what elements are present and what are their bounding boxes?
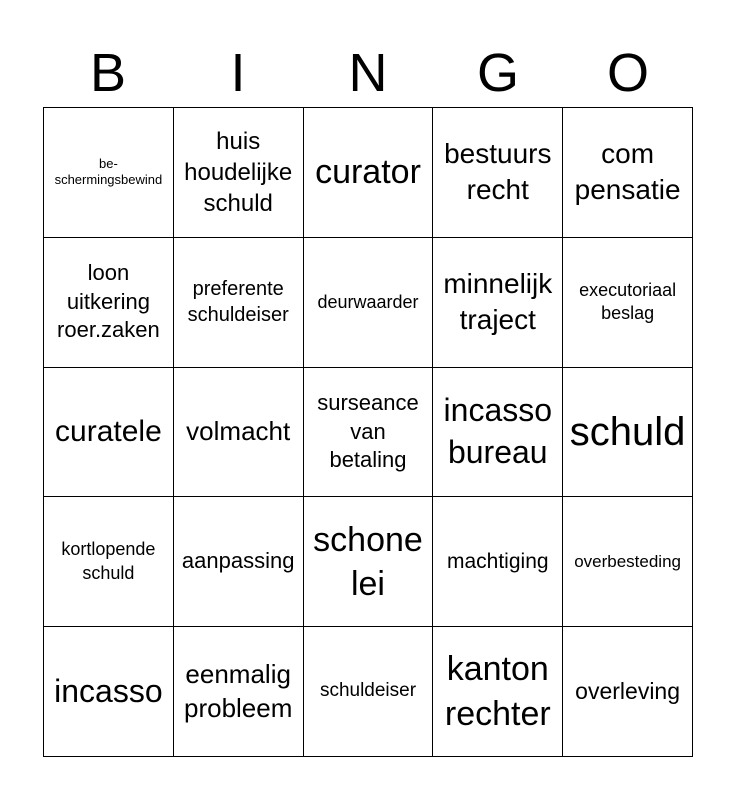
cell-text: machtiging bbox=[447, 550, 549, 574]
bingo-cell[interactable] bbox=[563, 627, 693, 757]
cell-text: kortlopende schuld bbox=[61, 539, 156, 583]
cell-text: com pensatie bbox=[574, 138, 681, 206]
cell-text: loon uitkering roer.zaken bbox=[57, 260, 160, 343]
header-letter-i: I bbox=[230, 43, 246, 103]
cell-text: volmacht bbox=[186, 416, 291, 447]
cell-text: curatele bbox=[55, 415, 162, 449]
cell-text: overleving bbox=[575, 677, 681, 704]
bingo-cell[interactable] bbox=[174, 497, 304, 627]
cell-text: be- schermingsbewind bbox=[54, 155, 163, 188]
header-letter-o: O bbox=[606, 43, 649, 103]
cell-text: huis houdelijke schuld bbox=[184, 127, 293, 217]
cell-text: deurwaarder bbox=[317, 291, 419, 312]
cell-text: minnelijk traject bbox=[443, 267, 553, 336]
bingo-cell[interactable] bbox=[304, 627, 434, 757]
bingo-cell[interactable] bbox=[304, 368, 434, 498]
bingo-cell[interactable] bbox=[563, 368, 693, 498]
bingo-cell[interactable] bbox=[304, 108, 434, 238]
bingo-cell[interactable] bbox=[433, 627, 563, 757]
bingo-cell[interactable] bbox=[174, 627, 304, 757]
header-letter-n: N bbox=[348, 43, 388, 103]
bingo-cell[interactable] bbox=[174, 368, 304, 498]
bingo-cell[interactable] bbox=[174, 108, 304, 238]
bingo-cell[interactable] bbox=[433, 108, 563, 238]
cell-text: curator bbox=[315, 153, 421, 192]
header-letter-b: B bbox=[89, 43, 127, 103]
bingo-cell[interactable] bbox=[304, 497, 434, 627]
cell-text: surseance van betaling bbox=[317, 390, 419, 473]
cell-text: aanpassing bbox=[181, 548, 295, 574]
cell-text: schuldeiser bbox=[319, 680, 417, 702]
bingo-cell[interactable] bbox=[44, 497, 174, 627]
bingo-cell[interactable] bbox=[44, 238, 174, 368]
header-letter-g: G bbox=[476, 43, 519, 103]
cell-text: overbesteding bbox=[574, 551, 681, 571]
bingo-cell[interactable] bbox=[44, 368, 174, 498]
cell-text: incasso bureau bbox=[443, 392, 553, 470]
cell-text: bestuurs recht bbox=[444, 138, 552, 206]
bingo-cell[interactable] bbox=[304, 238, 434, 368]
cell-text: eenmalig probleem bbox=[183, 658, 293, 723]
cell-text: executoriaal beslag bbox=[579, 279, 677, 324]
bingo-cell[interactable] bbox=[433, 368, 563, 498]
cell-text: schuld bbox=[569, 409, 686, 454]
bingo-cell[interactable] bbox=[563, 238, 693, 368]
bingo-cell[interactable] bbox=[174, 238, 304, 368]
bingo-cell[interactable] bbox=[433, 497, 563, 627]
cell-text: kanton rechter bbox=[444, 650, 551, 733]
bingo-cell[interactable] bbox=[563, 497, 693, 627]
bingo-cell[interactable] bbox=[44, 108, 174, 238]
bingo-cell[interactable] bbox=[563, 108, 693, 238]
cell-text: preferente schuldeiser bbox=[187, 278, 289, 327]
bingo-cell[interactable] bbox=[44, 627, 174, 757]
bingo-header bbox=[43, 40, 693, 106]
cell-text: schone lei bbox=[313, 520, 423, 603]
cell-text: incasso bbox=[54, 672, 163, 709]
bingo-card bbox=[43, 107, 693, 757]
bingo-cell[interactable] bbox=[433, 238, 563, 368]
